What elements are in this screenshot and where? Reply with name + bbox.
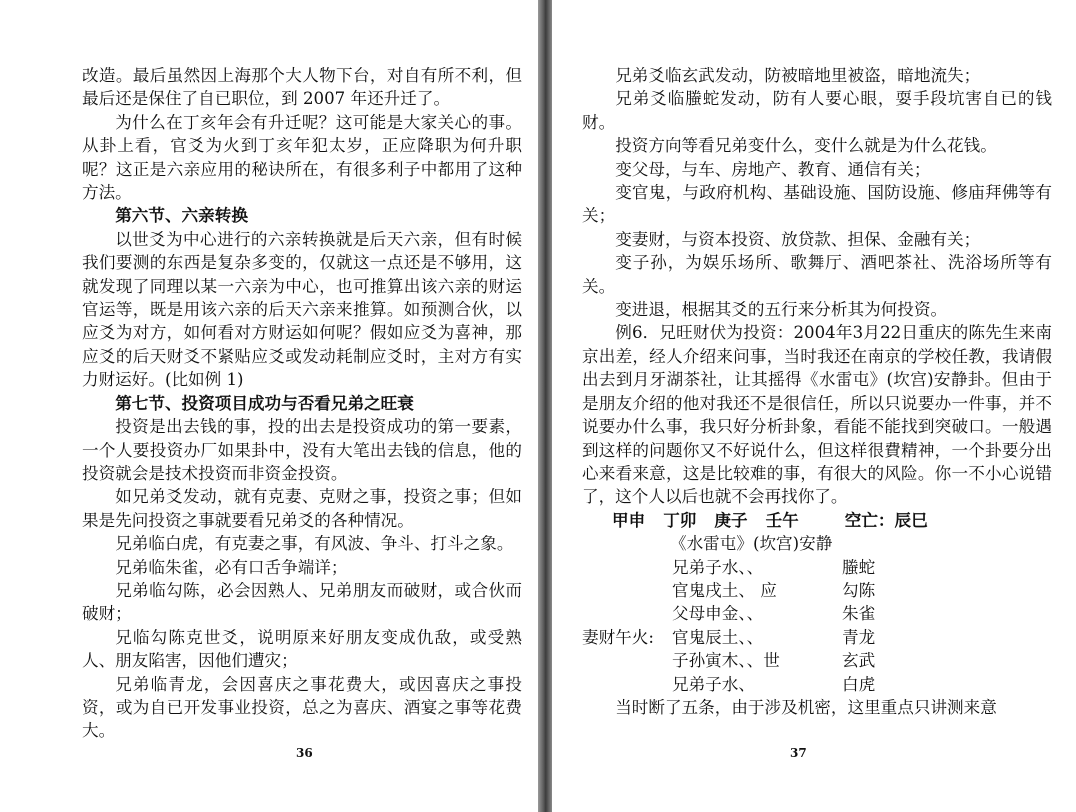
ganzhi-hour: 壬午 xyxy=(765,509,799,530)
paragraph: 如兄弟爻发动，就有克妻、克财之事，投资之事；但如果是先问投资之事就要看兄弟爻的各种情况。 xyxy=(82,487,522,530)
hexagram-line-label: 妻财午火: xyxy=(582,627,654,647)
paragraph: 变父母，与车、房地产、教育、通信有关； xyxy=(615,159,931,179)
paragraph: 兄弟临朱雀，必有口舌争端详； xyxy=(115,557,348,577)
paragraph: 变子孙，为娱乐场所、歌舞厅、酒吧茶社、洗浴场所等有关。 xyxy=(582,253,1052,296)
hexagram-title: 《水雷屯》(坎宫)安静 xyxy=(670,534,833,554)
paragraph: 兄弟爻临玄武发动，防被暗地里被盗，暗地流失； xyxy=(615,66,981,85)
hexagram-line xyxy=(582,626,1052,649)
right-page xyxy=(552,0,1076,812)
hexagram-line-label xyxy=(582,556,672,579)
hexagram-line-text: 官鬼戌土、 应 xyxy=(672,580,777,600)
paragraph: 投资方向等看兄弟变什么，变什么就是为什么花钱。 xyxy=(615,136,997,156)
paragraph: 投资是出去钱的事，投的出去是投资成功的第一要素，一个人要投资办厂如果卦中，没有大笔出去钱的信息，他的投资就会是技术投资而非资金投资。 xyxy=(82,417,522,483)
hexagram-line-text: 官鬼辰土、、 xyxy=(672,627,764,647)
book-spine-gutter xyxy=(538,0,552,812)
paragraph: 兄弟临勾陈，必会因熟人、兄弟朋友而破财，或合伙而破财； xyxy=(82,580,522,624)
page-number: 36 xyxy=(296,746,313,760)
hexagram-line xyxy=(582,673,1052,696)
paragraph: 兄弟临青龙，会因喜庆之事花费大，或因喜庆之事投资，或为自已开发事业投资，总之为喜庆、酒宴之事等花费大。 xyxy=(82,674,522,741)
hexagram-line-text: 父母申金、、 xyxy=(672,604,764,624)
hexagram-line-deity: 白虎 xyxy=(842,674,876,694)
hexagram-line-deity: 青龙 xyxy=(842,627,876,647)
hexagram-line-text: 子孙寅木、、世 xyxy=(672,651,780,671)
paragraph: 变官鬼，与政府机构、基础设施、国防设施、修庙拜佛等有关； xyxy=(582,183,1052,226)
kongwang: 空亡：辰巳 xyxy=(844,509,928,530)
paragraph: 变妻财，与资本投资、放贷款、担保、金融有关； xyxy=(615,229,981,249)
ganzhi-day: 庚子 xyxy=(714,509,748,530)
hexagram-line-label xyxy=(582,579,672,602)
paragraph: 以世爻为中心进行的六亲转换就是后天六亲，但有时候我们要测的东西是复杂多变的，仅就这一点还是不够用，这就发现了同理以某一六亲为中心，也可推算出该六亲的财运官运等，既是用该六亲的后天六亲来推算。如预测合伙，以应爻为对方，如何看对方财运如何呢？假如应爻为喜神，那应爻的后天财爻不紧贴应爻或发动耗制应爻时，主对方有实力财运好。(比如例 1) xyxy=(82,229,522,390)
right-text-column xyxy=(582,64,1052,719)
hexagram-line-label xyxy=(582,649,672,672)
ganzhi-month: 丁卯 xyxy=(663,509,697,530)
paragraph: 变进退，根据其爻的五行来分析其为何投资。 xyxy=(615,300,948,320)
ganzhi-year: 甲申 xyxy=(612,509,646,530)
hexagram-line xyxy=(582,579,1052,602)
hexagram-line xyxy=(582,556,1052,579)
hexagram-line xyxy=(582,602,1052,625)
hexagram-line-deity: 朱雀 xyxy=(842,604,876,624)
section-heading: 第六节、六亲转换 xyxy=(115,205,248,226)
paragraph: 兄弟爻临螣蛇发动，防有人要心眼，耍手段坑害自已的钱财。 xyxy=(582,89,1052,132)
paragraph: 兄临勾陈克世爻，说明原来好朋友变成仇敌，或受熟人、朋友陷害，因他们遭灾； xyxy=(82,627,522,671)
hexagram-line-deity: 玄武 xyxy=(842,651,876,671)
paragraph: 当时断了五条，由于涉及机密，这里重点只讲测来意 xyxy=(615,697,997,717)
page-number: 37 xyxy=(790,746,807,760)
section-heading: 第七节、投资项目成功与否看兄弟之旺衰 xyxy=(115,392,414,413)
paragraph: 改造。最后虽然因上海那个大人物下台，对自有所不利，但最后还是保住了自已职位，到 2007 年还升迁了。 xyxy=(82,66,522,109)
hexagram-line-text: 兄弟子水、、 xyxy=(672,557,764,577)
hexagram-line xyxy=(582,649,1052,672)
hexagram-line-deity: 螣蛇 xyxy=(842,557,876,577)
ganzhi-row xyxy=(582,509,1052,532)
hexagram-line-text: 兄弟子水、 xyxy=(672,674,755,694)
paragraph: 为什么在丁亥年会有升迁呢？这可能是大家关心的事。从卦上看，官爻为火到丁亥年犯太岁，正应降职为何升职呢？这正是六亲应用的秘诀所在，有很多利子中都用了这种方法。 xyxy=(82,112,522,203)
paragraph: 兄弟临白虎，有克妻之事，有风波、争斗、打斗之象。 xyxy=(115,534,514,554)
example-paragraph: 例6．兄旺财伏为投资：2004年3月22日重庆的陈先生来南京出差，经人介绍来问事，当时我还在南京的学校任教，我请假出去到月牙湖茶社，让其摇得《水雷屯》(坎宫)安静卦。但由于是朋友介绍的他对我还不是很信任，所以只说要办一件事，并不说要办什么事，我只好分析卦象，看能不能找到突破口。一般遇到这样的问题你又不好说什么，但这样很費精神，一个卦要分出心来看来意，这是比较难的事，有很大的风险。你一不小心说错了，这个人以后也就不会再找你了。 xyxy=(582,323,1052,507)
left-text-column xyxy=(82,64,522,743)
hexagram-line-label xyxy=(582,673,672,696)
hexagram-line-label xyxy=(582,602,672,625)
hexagram-line-deity: 勾陈 xyxy=(842,580,876,600)
